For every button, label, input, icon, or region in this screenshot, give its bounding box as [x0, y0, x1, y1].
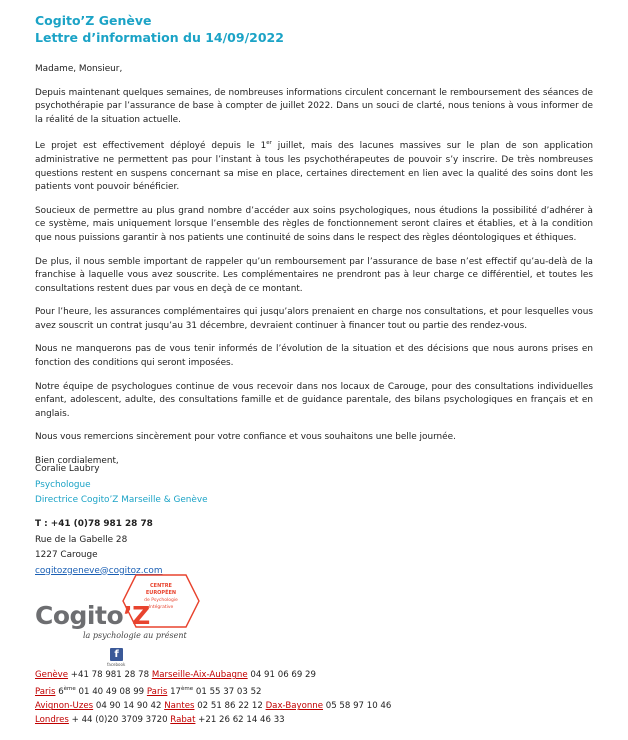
facebook-label: facebook [107, 662, 126, 667]
badge-line-3: de Psychologie [144, 598, 178, 603]
office-link-rabat[interactable]: Rabat [170, 715, 196, 726]
paragraph-5: Pour l’heure, les assurances complémentaires qui jusqu’alors prenaient en charge nos consultations, et pour lesquelles vous avez souscrit un contrat jusqu’au 31 décembre, devraient continuer à financer tout ou partie des rendez-vous. [35, 307, 593, 331]
office-link-nantes[interactable]: Nantes [164, 701, 195, 712]
paragraph-6: Nous ne manquerons pas de vous tenir informés de l’évolution de la situation et des décisions que nous aurons prises en fonction des conditions qui seront imposées. [35, 344, 593, 369]
phone-number: T : +41 (0)78 981 28 78 [35, 519, 153, 529]
signatory-name: Coralie Laubry [35, 464, 100, 474]
office-phone-geneve: +41 78 981 28 78 [68, 670, 152, 680]
paragraph-1: Depuis maintenant quelques semaines, de nombreuses informations circulent concernant le remboursement des séances de psychothérapie par l’assurance de base à compter de juillet 2022. Dans un souci de clarté, nous tenions à vous informer de la réalité de la situation actuelle. [35, 87, 593, 125]
ordinal-suffix: er [266, 140, 272, 147]
office-link-londres[interactable]: Londres [35, 715, 69, 726]
paragraph-2-start: Le projet est effectivement déployé depuis le 1 [35, 141, 267, 152]
letter-date-title: Lettre d’information du 14/09/2022 [35, 30, 284, 45]
office-row-2 [35, 682, 391, 699]
letter-body [35, 63, 593, 469]
office-link-marseille[interactable]: Marseille-Aix-Aubagne [151, 670, 248, 680]
office-phone-avignon: 04 90 14 90 42 [93, 701, 165, 712]
badge-line-1: CENTRE [150, 583, 172, 589]
office-arr-paris-6: 6 [55, 687, 64, 698]
office-sup-paris-6: ème [63, 686, 76, 693]
brand-wordmark [35, 601, 150, 630]
signature-block [35, 462, 208, 509]
city-address: 1227 Carouge [35, 550, 98, 560]
office-phone-nantes: 02 51 86 22 12 [194, 701, 266, 712]
badge-line-2: EUROPÉEN [145, 590, 177, 596]
paragraph-4: De plus, il nous semble important de rappeler qu’un remboursement par l’assurance de base n’est effectif qu’au-delà de la franchise à laquelle vous avez souscrite. Les complémentaires ne prendront pas à leur charge ce différentiel, et toutes les consultations restent dues par vous en deçà de ce montant. [35, 256, 593, 294]
letter-title: Cogito’Z Genève [35, 13, 152, 28]
brand-z: Z [132, 601, 150, 630]
street-address: Rue de la Gabelle 28 [35, 534, 128, 545]
brand-apostrophe: ’ [123, 601, 133, 630]
paragraph-8: Nous vous remercions sincèrement pour votre confiance et vous souhaitons une belle journée. [35, 432, 456, 443]
office-row-4 [35, 713, 391, 727]
signatory-position: Directrice Cogito’Z Marseille & Genève [35, 495, 208, 505]
office-link-geneve[interactable]: Genève [35, 670, 69, 680]
office-list [35, 668, 391, 728]
office-link-paris-6[interactable]: Paris [35, 687, 56, 698]
office-phone-paris-6: 01 40 49 08 99 [75, 687, 147, 698]
office-phone-rabat: +21 26 62 14 46 33 [195, 715, 285, 726]
brand-tagline: la psychologie au présent [83, 631, 187, 640]
email-link[interactable]: cogitozgeneve@cogitoz.com [35, 565, 163, 576]
office-row-3 [35, 699, 391, 713]
paragraph-2-end: juillet, mais des lacunes massives sur le plan de son application administrative ne permettent pas pour l’instant à tous les psychothérapeutes de pouvoir s’y inscrire. De très nombreuses questions restent en suspens concernant sa mise en place, certaines directement en lien avec la qualité des soins dont les patients vont pouvoir bénéficier. [35, 141, 593, 193]
office-arr-paris-17: 17 [167, 687, 182, 698]
cogitoz-logo [35, 573, 205, 645]
office-sup-paris-17: ème [181, 686, 194, 693]
office-phone-marseille: 04 91 06 69 29 [247, 670, 316, 680]
office-phone-londres: + 44 (0)20 3709 3720 [68, 715, 171, 726]
paragraph-2 [35, 137, 593, 194]
paragraph-7: Notre équipe de psychologues continue de vous recevoir dans nos locaux de Carouge, pour des consultations individuelles enfant, adolescent, adulte, des consultations famille et de guidance parentale, des bilans psychologiques en français et en anglais. [35, 381, 593, 419]
office-row-1 [35, 668, 391, 682]
office-link-dax[interactable]: Dax-Bayonne [265, 701, 324, 712]
paragraph-3: Soucieux de permettre au plus grand nombre d’accéder aux soins psychologiques, nous étudions la possibilité d’adhérer à ce système, mais uniquement lorsque l’ensemble des règles de fonctionnement seront claires et établies, et à la condition que nous puissions garantir à nos patients une continuité de soins dans le respect des règles déontologiques et éthiques. [35, 205, 593, 243]
contact-block [35, 517, 163, 579]
facebook-icon[interactable]: f [110, 648, 123, 661]
office-phone-paris-17: 01 55 37 03 52 [193, 687, 262, 698]
closing: Bien cordialement, [35, 456, 119, 467]
signatory-role: Psychologue [35, 479, 91, 490]
salutation: Madame, Monsieur, [35, 64, 123, 74]
office-link-avignon[interactable]: Avignon-Uzes [35, 701, 94, 712]
office-phone-dax: 05 58 97 10 46 [323, 701, 392, 712]
brand-name: Cogito [35, 601, 124, 630]
badge-line-4: Intégrative [148, 605, 174, 610]
office-link-paris-17[interactable]: Paris [146, 687, 168, 698]
